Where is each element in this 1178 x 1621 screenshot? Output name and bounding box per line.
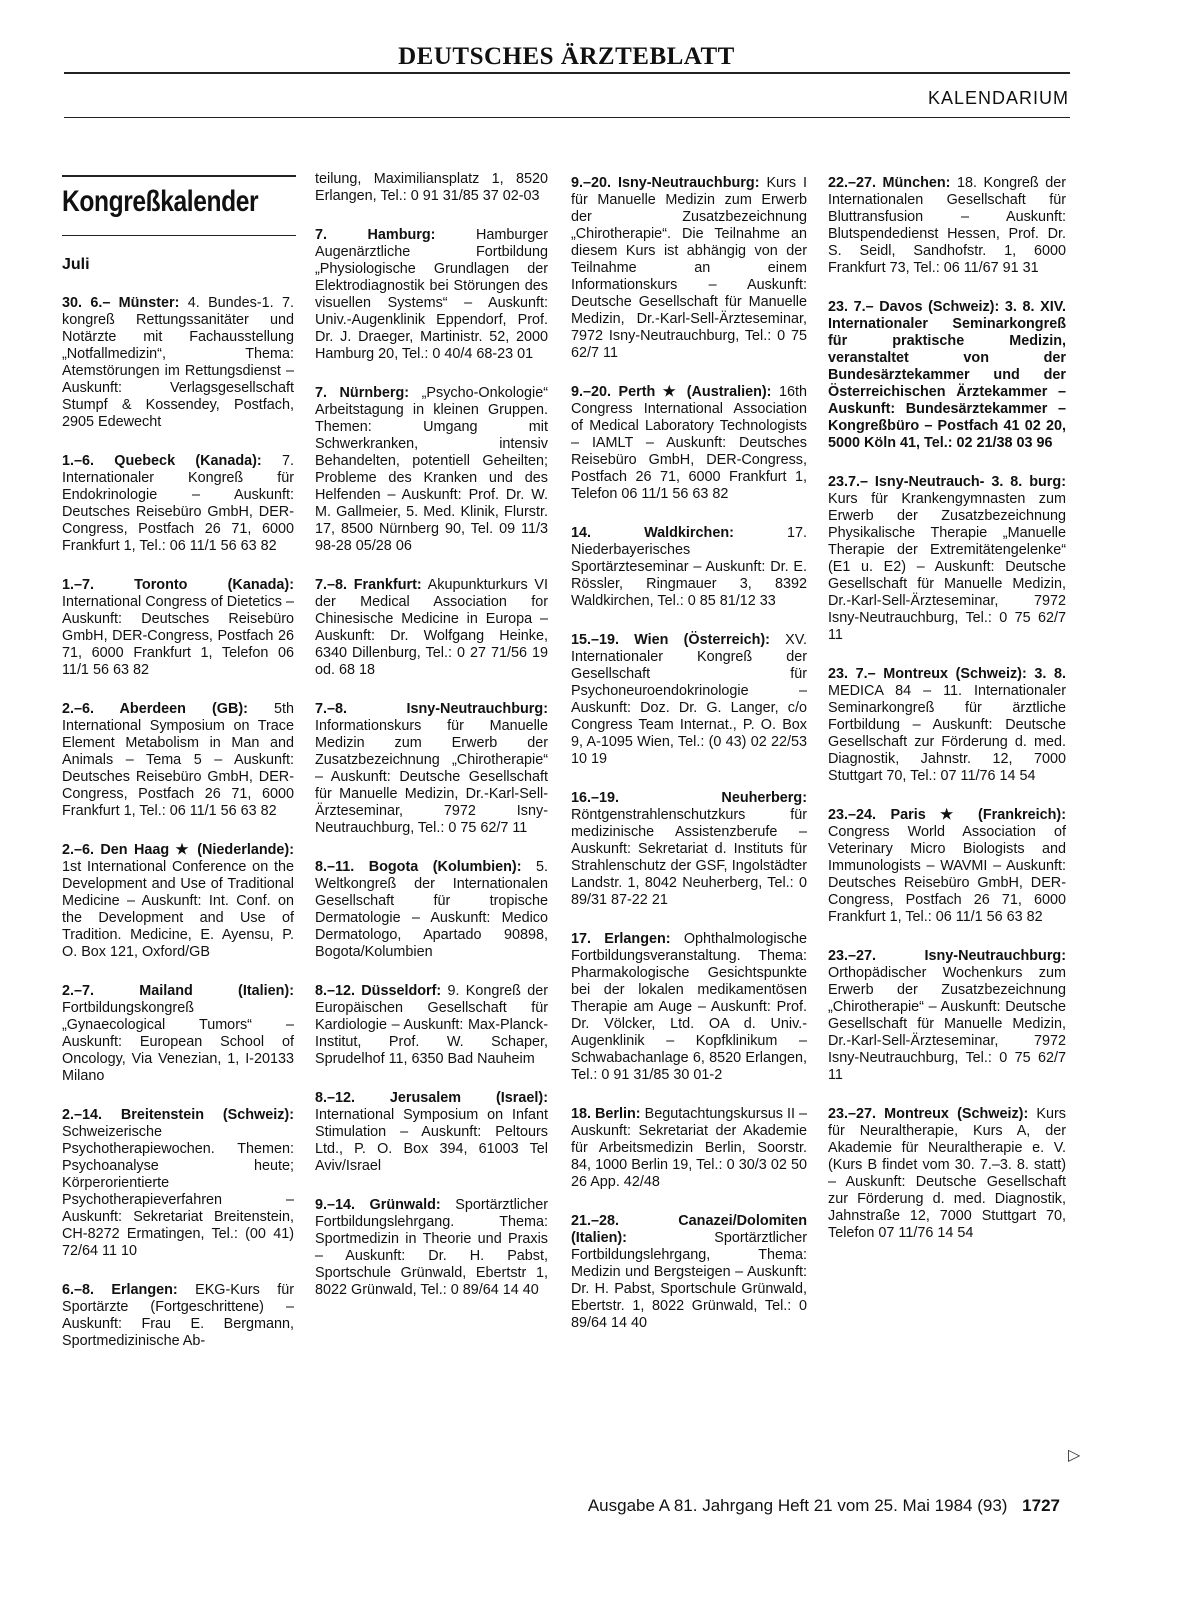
entry-date-place: 22.–27. München:	[828, 175, 951, 191]
calendar-entry	[315, 859, 548, 961]
calendar-entry	[62, 1107, 294, 1260]
column-2	[315, 171, 548, 1321]
title-top-rule	[62, 175, 296, 177]
entry-date-place: 1.–7. Toronto (Kanada):	[62, 577, 294, 593]
calendar-entry	[315, 227, 548, 363]
entry-date-place: 9.–20. Perth ★ (Australien):	[571, 384, 772, 400]
entry-date-place: 23.–24. Paris ★ (Frankreich):	[828, 807, 1066, 823]
entry-date-place: 2.–14. Breitenstein (Schweiz):	[62, 1107, 294, 1123]
entry-description: 5. Weltkongreß der Internationalen Gesellschaft für tropische Dermatologie – Auskunft: Medico Dermatologo, Apartado 90898, Bogota/Kolumbien	[315, 859, 549, 960]
entry-date-place: 9.–14. Grünwald:	[315, 1197, 441, 1213]
entry-description: Ophthalmologische Fortbildungsveranstaltung. Thema: Pharmakologische Gesichtspunkte bei der lokalen medikamentösen Therapie am Auge – Auskunft: Prof. Dr. Völcker, Ltd. OA d. Univ.-Augenklinik – Kopfklinikum – Schwabachanlage 6, 8520 Erlangen, Tel.: 0 91 31/85 30 01-2	[571, 931, 808, 1083]
page-number: 1727	[1022, 1496, 1060, 1515]
section-rule	[64, 117, 1070, 118]
calendar-entry	[571, 632, 807, 768]
calendar-entry	[828, 474, 1066, 644]
calendar-entry	[571, 1213, 807, 1332]
calendar-entry	[828, 175, 1066, 277]
entry-description: 1st International Conference on the Development and Use of Traditional Medicine – Auskunft: Int. Conf. on the Development and Use of Tradition. Medicine, E. Ayensu, P. O. Box 121, Oxford/GB	[62, 859, 294, 960]
calendar-entry	[828, 666, 1066, 785]
entry-date-place: 23. 7.– Montreux (Schweiz): 3. 8.	[828, 666, 1066, 682]
calendar-entry	[315, 701, 548, 837]
entry-description: XIV. Internationaler Seminarkongreß für praktische Medizin, veranstaltet von der Bundesärztekammer und der Österreichischen Ärztekammer – Auskunft: Bundesärztekammer – Kongreßbüro – Postfach 41 02 20, 5000 Köln 41, Tel.: 02 21/38 03 96	[828, 299, 1067, 451]
calendar-entry	[828, 948, 1066, 1084]
calendar-entry	[62, 983, 294, 1085]
calendar-entry	[315, 171, 548, 205]
entry-date-place: 15.–19. Wien (Österreich):	[571, 632, 770, 648]
column-3	[571, 175, 807, 1354]
entry-date-place: 21.–28. Canazei/Dolomiten (Italien):	[571, 1213, 807, 1246]
entry-description: Orthopädischer Wochenkurs zum Erwerb der Zusatzbezeichnung „Chirotherapie“ – Auskunft: Deutsche Gesellschaft für Manuelle Medizin, Dr.-Karl-Sell-Ärzteseminar, 7972 Isny-Neutrauchburg, Tel.: 0 75 62/7 11	[828, 965, 1066, 1083]
entry-date-place: 23.–27. Isny-Neutrauchburg:	[828, 948, 1066, 964]
entry-description: teilung, Maximiliansplatz 1, 8520 Erlangen, Tel.: 0 91 31/85 37 02-03	[315, 171, 548, 204]
entry-description: 16th Congress International Association of Medical Laboratory Technologists – IAMLT – Auskunft: Deutsches Reisebüro GmbH, DER-Congress, Postfach 26 71, 6000 Frankfurt 1, Telefon 06 11/1 56 63 82	[571, 384, 807, 502]
entry-description: XV. Internationaler Kongreß der Gesellschaft für Psychoneuroendokrinologie – Auskunft: Doz. Dr. G. Langer, c/o Congress Team Internat., P. O. Box 9, A-1095 Wien, Tel.: (0 43) 02 22/53 10 19	[571, 632, 808, 767]
calendar-entry	[315, 1090, 548, 1175]
entry-date-place: 8.–12. Jerusalem (Israel):	[315, 1090, 548, 1106]
masthead: DEUTSCHES ÄRZTEBLATT	[398, 43, 735, 70]
entry-description: Kurs für Krankengymnasten zum Erwerb der Zusatzbezeichnung Physikalische Therapie „Manuelle Therapie der Extremitätengelenke“ (E1 u. E2) – Auskunft: Deutsche Gesellschaft für Manuelle Medizin, Dr.-Karl-Sell-Ärzteseminar, 7972 Isny-Neutrauchburg, Tel.: 0 75 62/7 11	[828, 491, 1066, 643]
issue-info: Ausgabe A 81. Jahrgang Heft 21 vom 25. Mai 1984 (93)	[587, 1496, 1008, 1515]
entry-date-place: 1.–6. Quebeck (Kanada):	[62, 453, 262, 469]
calendar-entry	[571, 1106, 807, 1191]
entry-date-place: 8.–12. Düsseldorf:	[315, 983, 442, 999]
entry-date-place: 9.–20. Isny-Neutrauchburg:	[571, 175, 760, 191]
entry-description: Hamburger Augenärztliche Fortbildung „Physiologische Grundlagen der Elektrodiagnostik bei Störungen des visuellen Systems“ – Auskunft: Univ.-Augenklinik Eppendorf, Prof. Dr. J. Draeger, Martinistr. 52, 2000 Hamburg 20, Tel.: 0 40/4 68-23 01	[315, 227, 548, 362]
entry-description: Röntgenstrahlenschutzkurs für medizinische Assistenzberufe – Auskunft: Sekretariat d. Instituts für Strahlenschutz der GSF, Ingolstädter Landstr. 1, 8042 Neuherberg, Tel.: 0 89/31 87-22 21	[571, 807, 807, 908]
entry-description: 4. Bundes-1. 7. kongreß Rettungssanitäter und Notärzte mit Fachausstellung „Notfallmedizin“, Thema: Atemstörungen im Rettungsdienst – Auskunft: Verlagsgesellschaft Stumpf & Kossendey, Postfach, 2905 Edewecht	[62, 295, 294, 430]
entry-description: Congress World Association of Veterinary Micro Biologists and Immunologists – WAVMI – Auskunft: Deutsches Reisebüro GmbH, DER-Congress, Postfach 26 71, 6000 Frankfurt 1, Tel.: 06 11/1 56 63 82	[828, 824, 1066, 925]
continue-arrow-icon: ▷	[1068, 1447, 1081, 1464]
entry-date-place: 2.–6. Den Haag ★ (Niederlande):	[62, 842, 294, 858]
entry-description: Informationskurs für Manuelle Medizin zum Erwerb der Zusatzbezeichnung „Chirotherapie“ – Auskunft: Deutsche Gesellschaft für Manuelle Medizin, Dr.-Karl-Sell-Ärzteseminar, 7972 Isny-Neutrauchburg, Tel.: 0 75 62/7 11	[315, 718, 548, 836]
calendar-entry	[62, 1282, 294, 1350]
entry-description: „Psycho-Onkologie“ Arbeitstagung in kleinen Gruppen. Themen: Umgang mit Schwerkranken, intensiv Behandelten, potentiell Geheilten; Probleme des Kranken und des Helfenden – Auskunft: Prof. Dr. W. M. Gallmeier, 5. Med. Klinik, Flurstr. 17, 8500 Nürnberg 90, Tel. 09 11/3 98-28 05/28 06	[315, 385, 548, 554]
calendar-entry	[571, 175, 807, 362]
entry-date-place: 7. Nürnberg:	[315, 385, 410, 401]
calendar-entry	[571, 384, 807, 503]
entry-description: Sportärztlicher Fortbildungslehrgang. Thema: Sportmedizin in Theorie und Praxis – Auskunft: Dr. H. Pabst, Sportschule Grünwald, Ebertstr 1, 8022 Grünwald, Tel.: 0 89/64 14 40	[315, 1197, 548, 1298]
entry-description: 18. Kongreß der Internationalen Gesellschaft für Bluttransfusion – Auskunft: Blutspendedienst Hessen, Prof. Dr. S. Seidl, Sandhofstr. 1, 6000 Frankfurt 73, Tel.: 06 11/67 91 31	[828, 175, 1066, 276]
entry-description: 9. Kongreß der Europäischen Gesellschaft für Kardiologie – Auskunft: Max-Planck-Institut, Prof. W. Schaper, Sprudelhof 11, 6350 Bad Nauheim	[315, 983, 549, 1067]
month-label: Juli	[62, 256, 90, 273]
calendar-entry	[828, 807, 1066, 926]
calendar-entry	[315, 1197, 548, 1299]
title-bottom-rule	[62, 235, 296, 237]
entry-date-place: 30. 6.– Münster:	[62, 295, 180, 311]
entry-date-place: 23. 7.– Davos (Schweiz): 3. 8.	[828, 299, 1035, 315]
entry-description: Sportärztlicher Fortbildungslehrgang, Thema: Medizin und Bergsteigen – Auskunft: Dr. H. Pabst, Sportschule Grünwald, Ebertstr. 1, 8022 Grünwald, Tel.: 0 89/64 14 40	[571, 1230, 807, 1331]
page-title: Kongreßkalender	[62, 184, 259, 218]
entry-description: Fortbildungskongreß „Gynaecological Tumors“ – Auskunft: European School of Oncology, Via Venezian, 1, I-20133 Milano	[62, 1000, 294, 1084]
calendar-entry	[62, 842, 294, 961]
entry-date-place: 17. Erlangen:	[571, 931, 671, 947]
entry-description: International Congress of Dietetics – Auskunft: Deutsches Reisebüro GmbH, DER-Congress, Postfach 26 71, 6000 Frankfurt 1, Telefon 06 11/1 56 63 82	[62, 594, 294, 678]
calendar-entry	[62, 577, 294, 679]
entry-description: MEDICA 84 – 11. Internationaler Seminarkongreß für ärztliche Fortbildung – Auskunft: Deutsche Gesellschaft zur Förderung d. med. Diagnostik, Jahnstr. 12, 7000 Stuttgart 70, Tel.: 07 11/76 14 54	[828, 683, 1066, 784]
entry-description: 5th International Symposium on Trace Element Metabolism in Man and Animals – Tema 5 – Auskunft: Deutsches Reisebüro GmbH, DER-Congress, Postfach 26 71, 6000 Frankfurt 1, Tel.: 06 11/1 56 63 82	[62, 701, 294, 819]
entry-date-place: 23.7.– Isny-Neutrauch- 3. 8. burg:	[828, 474, 1066, 490]
entry-date-place: 2.–6. Aberdeen (GB):	[62, 701, 248, 717]
entry-description: International Symposium on Infant Stimulation – Auskunft: Peltours Ltd., P. O. Box 394, 61003 Tel Aviv/Israel	[315, 1107, 548, 1174]
calendar-entry	[315, 983, 548, 1068]
entry-date-place: 23.–27. Montreux (Schweiz):	[828, 1106, 1029, 1122]
calendar-entry	[828, 1106, 1066, 1242]
calendar-entry	[315, 577, 548, 679]
entry-date-place: 18. Berlin:	[571, 1106, 641, 1122]
entry-description: Begutachtungskursus II – Auskunft: Sekretariat der Akademie für Arbeitsmedizin Berlin, Soorstr. 84, 1000 Berlin 19, Tel.: 0 30/3 02 50 26 App. 42/48	[571, 1106, 807, 1190]
calendar-entry	[828, 299, 1066, 452]
calendar-entry	[62, 295, 294, 431]
calendar-entry	[571, 931, 807, 1084]
entry-date-place: 16.–19. Neuherberg:	[571, 790, 807, 806]
entry-date-place: 6.–8. Erlangen:	[62, 1282, 178, 1298]
entry-description: EKG-Kurs für Sportärzte (Fortgeschrittene) – Auskunft: Frau E. Bergmann, Sportmedizinische Ab-	[62, 1282, 295, 1349]
calendar-entry	[62, 453, 294, 555]
calendar-entry	[62, 701, 294, 820]
entry-description: Schweizerische Psychotherapiewochen. Themen: Psychoanalyse heute; Körperorientierte Psychotherapieverfahren – Auskunft: Sekretariat Breitenstein, CH-8272 Ermatingen, Tel.: (00 41) 72/64 11 10	[62, 1124, 294, 1259]
entry-date-place: 8.–11. Bogota (Kolumbien):	[315, 859, 522, 875]
entry-date-place: 14. Waldkirchen:	[571, 525, 734, 541]
entry-date-place: 2.–7. Mailand (Italien):	[62, 983, 294, 999]
entry-description: Akupunkturkurs VI der Medical Association for Chinesische Medicine in Europa – Auskunft: Dr. Wolfgang Heinke, 6340 Dillenburg, Tel.: 0 27 71/56 19 od. 68 18	[315, 577, 548, 678]
calendar-entry	[571, 790, 807, 909]
entry-date-place: 7. Hamburg:	[315, 227, 436, 243]
footer	[0, 1496, 1060, 1516]
entry-date-place: 7.–8. Isny-Neutrauchburg:	[315, 701, 548, 717]
column-4	[828, 175, 1066, 1264]
section-label: KALENDARIUM	[927, 88, 1069, 108]
column-1	[62, 175, 294, 1372]
calendar-entry	[571, 525, 807, 610]
entry-description: 7. Internationaler Kongreß für Endokrinologie – Auskunft: Deutsches Reisebüro GmbH, DER-Congress, Postfach 26 71, 6000 Frankfurt 1, Tel.: 06 11/1 56 63 82	[62, 453, 294, 554]
entry-description: Kurs I für Manuelle Medizin zum Erwerb der Zusatzbezeichnung „Chirotherapie“. Die Teilnahme an diesem Kurs ist abhängig von der Teilnahme an einem Informationskurs – Auskunft: Deutsche Gesellschaft für Manuelle Medizin, Dr.-Karl-Sell-Ärzteseminar, 7972 Isny-Neutrauchburg, Tel.: 0 75 62/7 11	[571, 175, 807, 361]
masthead-rule	[64, 72, 1070, 74]
entry-description: Kurs für Neuraltherapie, Kurs A, der Akademie für Neuraltherapie e. V. (Kurs B findet vom 30. 7.–3. 8. statt) – Auskunft: Deutsche Gesellschaft zur Förderung d. med. Diagnostik, Jahnstraße 12, 7000 Stuttgart 70, Telefon 07 11/76 14 54	[828, 1106, 1066, 1241]
calendar-entry	[315, 385, 548, 555]
entry-date-place: 7.–8. Frankfurt:	[315, 577, 422, 593]
entry-description: 17. Niederbayerisches Sportärzteseminar – Auskunft: Dr. E. Rössler, Ringmauer 3, 8392 Waldkirchen, Tel.: 0 85 81/12 33	[571, 525, 807, 609]
